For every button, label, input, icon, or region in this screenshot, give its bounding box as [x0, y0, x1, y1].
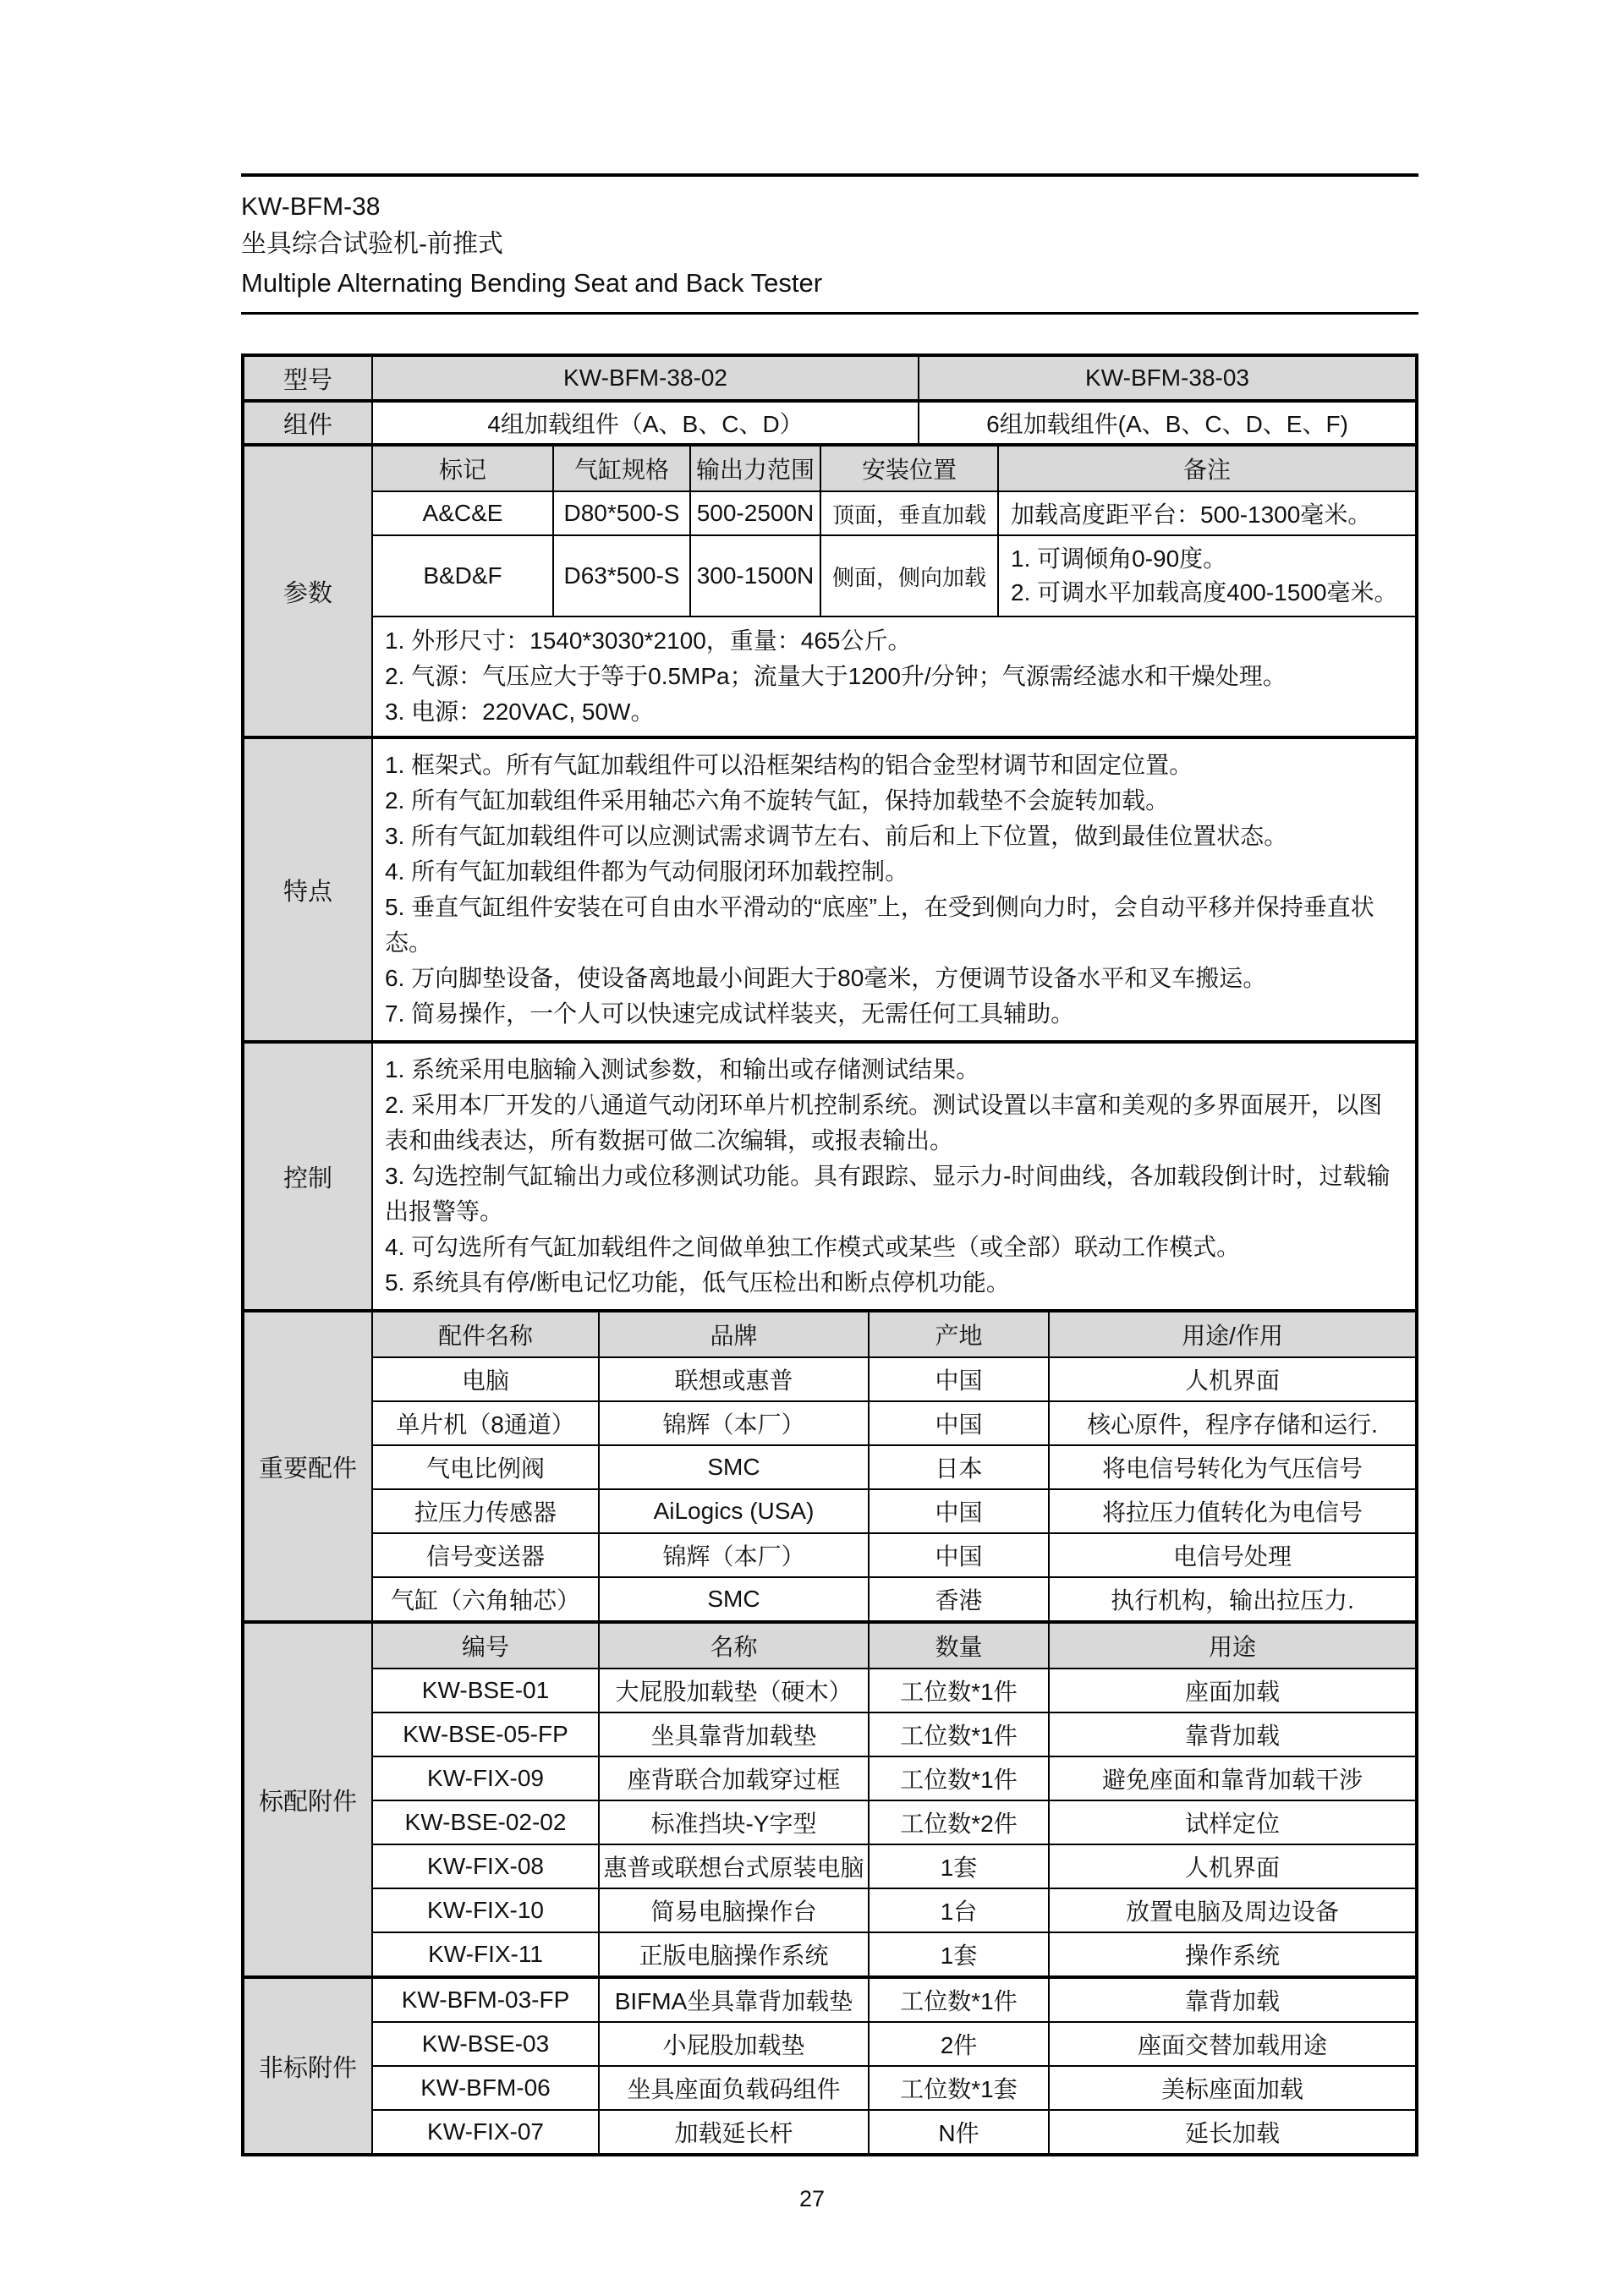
cell-purpose: 延长加载 [1048, 2111, 1415, 2153]
table-row [373, 1400, 1415, 1444]
cell-brand: AiLogics (USA) [598, 1490, 868, 1532]
header-rule-bottom [241, 312, 1418, 315]
components-left-cell: 4组加载组件（A、B、C、D） [487, 411, 804, 437]
cell-part-name: 气电比例阀 [425, 1455, 545, 1482]
cell-part-name: 气缸（六角轴芯） [390, 1587, 580, 1614]
control-item: 1. 系统采用电脑输入测试参数，和输出或存储测试结果。 [385, 1056, 980, 1082]
table-row [373, 490, 1415, 534]
table-row [373, 1444, 1415, 1488]
control-content [373, 1044, 1415, 1309]
table-row [373, 1979, 1415, 2021]
cell-part-name: BIFMA坐具靠背加载垫 [598, 1979, 868, 2021]
feature-item: 2. 所有气缸加载组件采用轴芯六角不旋转气缸，保持加载垫不会旋转加载。 [385, 787, 1170, 814]
cell-purpose: 核心原件，程序存储和运行. [1048, 1402, 1415, 1444]
table-row [373, 1576, 1415, 1620]
standard-accessories-content [373, 1624, 1415, 1975]
components-right-cell: 6组加载组件(A、B、C、D、E、F) [918, 403, 1415, 443]
cell-purpose: 避免座面和靠背加载干涉 [1048, 1757, 1415, 1800]
cell-force-range: 500-2500N [689, 492, 820, 534]
table-row [373, 1888, 1415, 1932]
table-row [373, 1844, 1415, 1888]
key-parts-content [373, 1312, 1415, 1620]
cell-part-name: 拉压力传感器 [414, 1499, 557, 1526]
cell-part-name: 惠普或联想台式原装电脑 [598, 1845, 868, 1888]
cell-part-name: 加载延长杆 [598, 2111, 868, 2153]
table-row [373, 1712, 1415, 1756]
column-header: 名称 [598, 1624, 868, 1668]
cell-origin: 香港 [868, 1578, 1048, 1620]
table-row [373, 1756, 1415, 1800]
cell-purpose: 人机界面 [1048, 1358, 1415, 1400]
cell-quantity: 2件 [868, 2023, 1048, 2065]
cell-origin: 中国 [868, 1534, 1048, 1576]
cell-part-code: KW-FIX-07 [427, 2118, 544, 2145]
cell-brand: 锦辉（本厂） [598, 1402, 868, 1444]
cell-mark: A&C&E [422, 500, 503, 526]
cell-force-range: 300-1500N [689, 536, 820, 616]
cell-part-name: 单片机（8通道） [396, 1411, 575, 1438]
table-row [373, 1932, 1415, 1975]
cell-part-name: 座背联合加载穿过框 [598, 1757, 868, 1800]
row-label-standard-accessories: 标配附件 [244, 1624, 373, 1975]
cell-origin: 中国 [868, 1358, 1048, 1400]
parameters-content [373, 447, 1415, 736]
nonstandard-accessories-content [373, 1979, 1415, 2153]
row-label-key-parts: 重要配件 [244, 1312, 373, 1620]
feature-item: 3. 所有气缸加载组件可以应测试需求调节左右、前后和上下位置，做到最佳位置状态。 [385, 823, 1288, 849]
remark-line: 2. 可调水平加载高度400-1500毫米。 [1011, 579, 1398, 606]
control-section [244, 1040, 1415, 1309]
remark-line: 1. 可调倾角0-90度。 [1011, 545, 1227, 572]
table-row [373, 534, 1415, 616]
control-item: 4. 可勾选所有气缸加载组件之间做单独工作模式或某些（或全部）联动工作模式。 [385, 1234, 1241, 1260]
standard-accessories-header-row [373, 1624, 1415, 1668]
cell-mount-position: 顶面，垂直加载 [820, 492, 997, 534]
cell-purpose: 操作系统 [1048, 1933, 1415, 1975]
row-label-components: 组件 [244, 403, 373, 443]
column-header: 备注 [997, 447, 1415, 490]
cell-part-name: 坐具座面负载码组件 [598, 2067, 868, 2109]
cell-origin: 中国 [868, 1402, 1048, 1444]
cell-part-code: KW-BFM-03-FP [401, 1986, 570, 2013]
row-label-parameters: 参数 [244, 447, 373, 736]
document-header [241, 173, 1418, 315]
column-header: 用途/作用 [1048, 1312, 1415, 1356]
table-row [373, 2109, 1415, 2153]
column-header: 标记 [373, 447, 552, 490]
cell-purpose: 将电信号转化为气压信号 [1048, 1446, 1415, 1488]
key-parts-section [244, 1309, 1415, 1620]
feature-item: 6. 万向脚垫设备，使设备离地最小间距大于80毫米，方便调节设备水平和叉车搬运。 [385, 965, 1267, 991]
model-section [244, 357, 1415, 399]
parameters-notes [373, 616, 1415, 736]
cell-purpose: 人机界面 [1048, 1845, 1415, 1888]
model-left-cell: KW-BFM-38-02 [373, 357, 918, 399]
row-label-features: 特点 [244, 739, 373, 1040]
cell-cylinder-spec: D63*500-S [552, 536, 689, 616]
cell-part-name: 小屁股加载垫 [598, 2023, 868, 2065]
column-header: 配件名称 [373, 1312, 598, 1356]
table-row [373, 1488, 1415, 1532]
cell-purpose: 放置电脑及周边设备 [1048, 1889, 1415, 1932]
cell-part-name: 大屁股加载垫（硬木） [598, 1669, 868, 1712]
note-line: 3. 电源：220VAC, 50W。 [385, 699, 655, 725]
cell-quantity: N件 [868, 2111, 1048, 2153]
cell-purpose: 座面交替加载用途 [1048, 2023, 1415, 2065]
cell-part-name: 坐具靠背加载垫 [598, 1713, 868, 1756]
column-header: 数量 [868, 1624, 1048, 1668]
cell-quantity: 工位数*1件 [868, 1757, 1048, 1800]
cell-quantity: 工位数*1件 [868, 1669, 1048, 1712]
standard-accessories-section [244, 1620, 1415, 1975]
table-row [373, 2065, 1415, 2109]
cell-quantity: 1套 [868, 1845, 1048, 1888]
cell-purpose: 电信号处理 [1048, 1534, 1415, 1576]
control-item: 3. 勾选控制气缸输出力或位移测试功能。具有跟踪、显示力-时间曲线，各加载段倒计时，过载输出报警等。 [385, 1163, 1391, 1225]
cell-mount-position: 侧面，侧向加载 [820, 536, 997, 616]
cell-purpose: 执行机构，输出拉压力. [1048, 1578, 1415, 1620]
feature-item: 4. 所有气缸加载组件都为气动伺服闭环加载控制。 [385, 858, 909, 885]
model-right-cell: KW-BFM-38-03 [918, 357, 1415, 399]
key-parts-header-row [373, 1312, 1415, 1356]
table-row [373, 2021, 1415, 2065]
model-content [373, 357, 1415, 399]
cell-purpose: 靠背加载 [1048, 1713, 1415, 1756]
column-header: 气缸规格 [552, 447, 689, 490]
cell-purpose: 座面加载 [1048, 1669, 1415, 1712]
cell-brand: 锦辉（本厂） [598, 1534, 868, 1576]
cell-part-code: KW-BSE-03 [421, 2030, 550, 2057]
cell-purpose: 靠背加载 [1048, 1979, 1415, 2021]
cell-part-code: KW-BFM-06 [420, 2074, 551, 2101]
cell-mark: B&D&F [423, 562, 502, 589]
control-item: 5. 系统具有停/断电记忆功能，低气压检出和断点停机功能。 [385, 1269, 1010, 1296]
cell-brand: SMC [598, 1578, 868, 1620]
row-label-nonstandard-accessories: 非标附件 [244, 1979, 373, 2153]
parameters-header-row [373, 447, 1415, 490]
header-rule-top [241, 173, 1418, 177]
feature-item: 1. 框架式。所有气缸加载组件可以沿框架结构的铝合金型材调节和固定位置。 [385, 752, 1193, 778]
cell-part-name: 标准挡块-Y字型 [598, 1801, 868, 1844]
column-header: 编号 [373, 1624, 598, 1668]
cell-part-name: 简易电脑操作台 [598, 1889, 868, 1932]
column-header: 安装位置 [820, 447, 997, 490]
cell-brand: SMC [598, 1446, 868, 1488]
table-row [373, 1532, 1415, 1576]
cell-purpose: 试样定位 [1048, 1801, 1415, 1844]
feature-item: 7. 简易操作，一个人可以快速完成试样装夹，无需任何工具辅助。 [385, 1000, 1075, 1027]
note-line: 1. 外形尺寸：1540*3030*2100，重量：465公斤。 [385, 627, 912, 654]
note-line: 2. 气源：气压应大于等于0.5MPa；流量大于1200升/分钟；气源需经滤水和干燥处理。 [385, 663, 1287, 689]
nonstandard-accessories-section [244, 1975, 1415, 2153]
cell-quantity: 工位数*2件 [868, 1801, 1048, 1844]
row-label-control: 控制 [244, 1044, 373, 1309]
cell-purpose: 美标座面加载 [1048, 2067, 1415, 2109]
components-section [244, 399, 1415, 443]
components-content [373, 403, 1415, 443]
cell-part-code: KW-BSE-05-FP [403, 1721, 568, 1747]
features-content [373, 739, 1415, 1040]
cell-quantity: 1台 [868, 1889, 1048, 1932]
product-model: KW-BFM-38 [241, 193, 381, 221]
cell-cylinder-spec: D80*500-S [552, 492, 689, 534]
cell-origin: 日本 [868, 1446, 1048, 1488]
cell-part-name: 信号变送器 [425, 1543, 545, 1570]
cell-part-code: KW-BSE-02-02 [404, 1809, 567, 1835]
table-row [373, 1800, 1415, 1844]
column-header: 输出力范围 [689, 447, 820, 490]
column-header: 品牌 [598, 1312, 868, 1356]
feature-item: 5. 垂直气缸组件安装在可自由水平滑动的“底座”上，在受到侧向力时，会自动平移并保持垂直状态。 [385, 894, 1374, 956]
cell-quantity: 工位数*1件 [868, 1713, 1048, 1756]
column-header: 产地 [868, 1312, 1048, 1356]
cell-remark [997, 536, 1415, 616]
cell-part-code: KW-FIX-10 [427, 1897, 544, 1923]
table-row [373, 1356, 1415, 1400]
cell-part-code: KW-FIX-08 [427, 1853, 544, 1879]
cell-remark: 加载高度距平台：500-1300毫米。 [997, 492, 1415, 534]
cell-part-name: 正版电脑操作系统 [598, 1933, 868, 1975]
features-section [244, 736, 1415, 1040]
cell-part-name: 电脑 [461, 1367, 509, 1394]
cell-quantity: 工位数*1套 [868, 2067, 1048, 2109]
spec-table [241, 353, 1418, 2156]
cell-part-code: KW-FIX-09 [427, 1765, 544, 1791]
control-item: 2. 采用本厂开发的八通道气动闭环单片机控制系统。测试设置以丰富和美观的多界面展开，以图表和曲线表达，所有数据可做二次编辑，或报表输出。 [385, 1092, 1383, 1153]
product-title-zh: 坐具综合试验机-前推式 [241, 230, 503, 258]
page-number: 27 [798, 2186, 826, 2211]
row-label-model: 型号 [244, 357, 373, 399]
column-header: 用途 [1048, 1624, 1415, 1668]
cell-part-code: KW-BSE-01 [421, 1677, 550, 1703]
parameters-section [244, 443, 1415, 736]
cell-brand: 联想或惠普 [598, 1358, 868, 1400]
cell-part-code: KW-FIX-11 [428, 1941, 543, 1967]
cell-origin: 中国 [868, 1490, 1048, 1532]
product-title-en: Multiple Alternating Bending Seat and Back Tester [241, 268, 823, 298]
cell-quantity: 工位数*1件 [868, 1979, 1048, 2021]
cell-purpose: 将拉压力值转化为电信号 [1048, 1490, 1415, 1532]
table-row [373, 1668, 1415, 1712]
cell-quantity: 1套 [868, 1933, 1048, 1975]
